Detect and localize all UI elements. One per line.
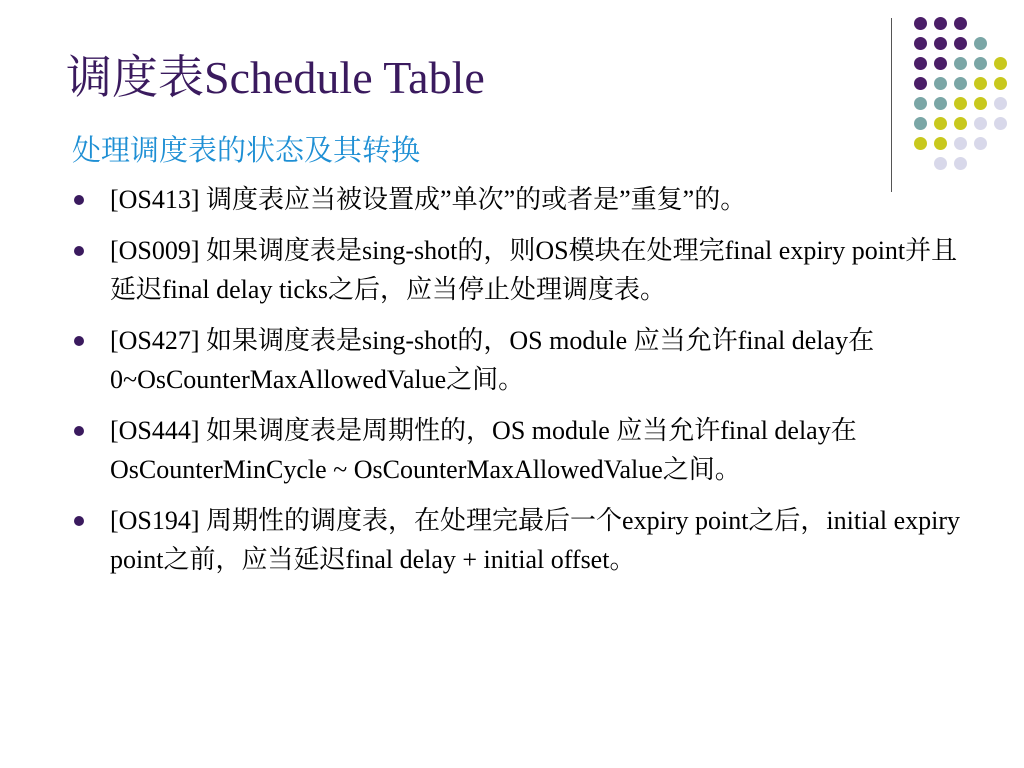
decorative-dot — [954, 37, 967, 50]
bullet-icon — [74, 516, 84, 526]
bullet-item — [72, 411, 977, 489]
decorative-dot — [954, 117, 967, 130]
decorative-dot — [914, 97, 927, 110]
decorative-dot — [994, 117, 1007, 130]
decorative-dot — [974, 37, 987, 50]
decorative-dot — [914, 77, 927, 90]
decorative-dot — [954, 97, 967, 110]
bullet-text: [OS194] 周期性的调度表，在处理完最后一个expiry point之后，initial expiry point之前，应当延迟final delay + initial offset。 — [110, 506, 961, 574]
decorative-dot — [914, 57, 927, 70]
decorative-dot — [994, 57, 1007, 70]
decorative-dot — [914, 17, 927, 30]
bullet-item — [72, 501, 977, 579]
decorative-dot — [974, 137, 987, 150]
decorative-dot — [934, 157, 947, 170]
decorative-dot — [934, 97, 947, 110]
decorative-dot — [934, 137, 947, 150]
decorative-dot — [954, 137, 967, 150]
decorative-dot — [974, 117, 987, 130]
bullet-item — [72, 321, 977, 399]
decorative-dot — [954, 17, 967, 30]
decorative-dot — [934, 37, 947, 50]
decorative-dot — [934, 17, 947, 30]
decorative-dot — [994, 77, 1007, 90]
bullet-text: [OS444] 如果调度表是周期性的，OS module 应当允许final delay在OsCounterMinCycle ~ OsCounterMaxAllowedValue之间。 — [110, 416, 857, 484]
bullet-icon — [74, 195, 84, 205]
decorative-dot — [934, 117, 947, 130]
bullet-item — [72, 231, 977, 309]
decorative-dot — [974, 57, 987, 70]
slide-subtitle: 处理调度表的状态及其转换 — [72, 133, 421, 167]
bullet-item — [72, 180, 977, 219]
decorative-dot — [994, 97, 1007, 110]
decorative-dot — [934, 77, 947, 90]
decorative-dot — [914, 117, 927, 130]
bullet-text: [OS427] 如果调度表是sing-shot的，OS module 应当允许final delay在0~OsCounterMaxAllowedValue之间。 — [110, 326, 875, 394]
decorative-dot — [974, 97, 987, 110]
bullet-icon — [74, 246, 84, 256]
decorative-dot — [954, 77, 967, 90]
decorative-dot — [914, 137, 927, 150]
decorative-dot — [914, 37, 927, 50]
decorative-dot — [974, 77, 987, 90]
decorative-dot — [954, 57, 967, 70]
bullet-icon — [74, 426, 84, 436]
slide-title: 调度表Schedule Table — [66, 52, 485, 103]
bullet-text: [OS413] 调度表应当被设置成”单次”的或者是”重复”的。 — [110, 185, 747, 214]
bullet-list — [72, 180, 977, 591]
bullet-text: [OS009] 如果调度表是sing-shot的，则OS模块在处理完final expiry point并且延迟final delay ticks之后，应当停止处理调度表。 — [110, 236, 958, 304]
bullet-icon — [74, 336, 84, 346]
decorative-dot — [934, 57, 947, 70]
decorative-dot — [954, 157, 967, 170]
